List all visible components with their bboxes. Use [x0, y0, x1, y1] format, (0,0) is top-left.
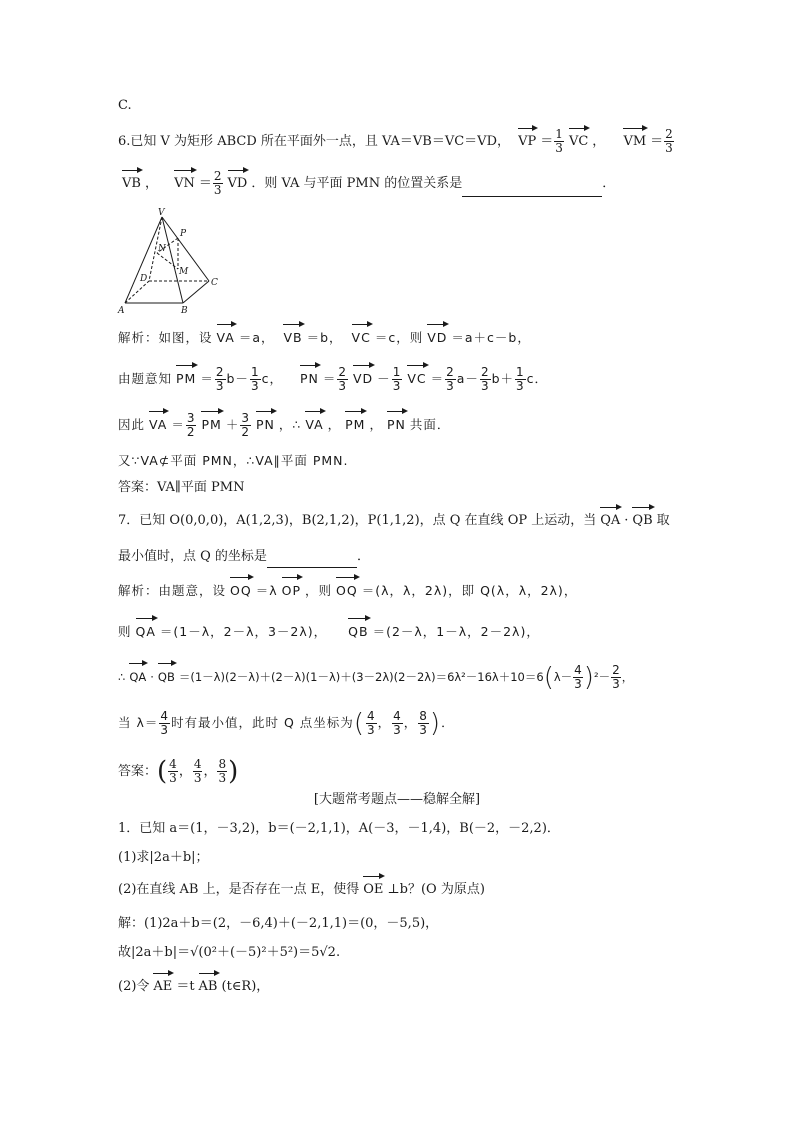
- p1-line-6: [118, 976, 269, 998]
- right-paren: ): [583, 662, 594, 693]
- q6-solution-line-3: [118, 412, 450, 439]
- vector-VD: VD: [425, 327, 449, 349]
- text: ＝: [200, 371, 214, 386]
- vector-QA: QA: [134, 621, 158, 643]
- text: ·: [150, 670, 154, 684]
- p1-line-4: 解：(1)2a＋b＝(2，－6,4)＋(－2,1,1)＝(0，－5,5)，: [118, 916, 439, 931]
- text: ＝(2－λ，1－λ，2－2λ)，: [372, 624, 540, 639]
- answer-blank: [462, 196, 602, 197]
- q7-solution-line-3: [118, 664, 633, 691]
- section-heading: [大题常考题点——稳解全解]: [313, 792, 481, 807]
- q7-solution-line-1: [118, 580, 577, 602]
- text: ，: [377, 715, 392, 730]
- q7-line-2: [118, 546, 370, 568]
- text: λ－: [553, 670, 573, 684]
- segment-NM: [157, 253, 178, 269]
- fraction: $\frac{1}{3}$: [392, 365, 402, 393]
- fraction: $\frac{1}{3}$: [555, 127, 563, 155]
- text: ＝b，: [306, 330, 343, 345]
- vector-QA: QA: [598, 510, 622, 532]
- edge-AD: [125, 281, 149, 303]
- vector-VA: VA: [215, 327, 237, 349]
- pyramid-figure: [115, 205, 225, 317]
- fraction: $\frac{4}{3}$: [193, 757, 202, 785]
- p1-line-2: (1)求|2a＋b|；: [118, 850, 209, 865]
- text: b－: [226, 371, 249, 386]
- vector-QB: QB: [630, 510, 654, 532]
- q6-solution-line-1: [118, 327, 531, 349]
- vector-VB: VB: [120, 173, 143, 195]
- vector-VA: VA: [147, 414, 169, 436]
- text: ·: [624, 513, 629, 528]
- text: ＝λ: [255, 583, 278, 598]
- q7-answer: [118, 758, 238, 785]
- vector-OP: OP: [280, 580, 303, 602]
- fraction: $\frac{2}{3}$: [215, 365, 225, 393]
- q7-solution-line-4: [118, 710, 455, 737]
- text: ⊥b？(O 为原点): [387, 882, 485, 897]
- text: ，则: [305, 583, 333, 598]
- text: 解析：如图，设: [118, 330, 213, 345]
- left-paren: (: [353, 708, 365, 739]
- vector-QA: QA: [127, 666, 148, 688]
- q7-solution-line-2: [118, 621, 540, 643]
- label-V: V: [158, 208, 165, 218]
- vector-OQ: OQ: [228, 580, 254, 602]
- fraction: $\frac{1}{3}$: [516, 365, 525, 393]
- text: (t∈R)，: [221, 979, 270, 994]
- fraction: $\frac{8}{3}$: [218, 757, 227, 785]
- text: ＝t: [176, 979, 195, 994]
- label-M: M: [179, 267, 189, 277]
- text: 7．已知 O(0,0,0)，A(1,2,3)，B(2,1,2)，P(1,1,2)，点 Q 在直线 OP 上运动，当: [118, 513, 597, 528]
- fraction: $\frac{4}{3}$: [366, 709, 376, 737]
- q6-lead-text: 6.已知 V 为矩形 ABCD 所在平面外一点，且 VA＝VB＝VC＝VD，: [118, 134, 510, 149]
- fraction: $\frac{3}{2}$: [241, 411, 250, 439]
- period: ．: [356, 549, 370, 564]
- text: 时有最小值，此时 Q 点坐标为: [171, 715, 354, 730]
- vector-PN: PN: [385, 414, 408, 436]
- fraction: $\frac{2}{3}$: [446, 365, 455, 393]
- fraction: $\frac{8}{3}$: [419, 709, 428, 737]
- option-c-label: C.: [118, 98, 132, 113]
- text: ，: [403, 715, 418, 730]
- vector-VN: VN: [172, 173, 197, 195]
- text: ＝: [430, 371, 445, 386]
- text: ＝(1－λ，2－λ，3－2λ)，: [159, 624, 328, 639]
- text: 答案：: [118, 764, 158, 779]
- text: ．: [441, 715, 455, 730]
- text: ＝c，则: [374, 330, 424, 345]
- vector-VD: VD: [351, 368, 375, 390]
- vector-QB: QB: [346, 621, 370, 643]
- label-D: D: [140, 274, 148, 284]
- text: 解析：由题意，设: [118, 583, 227, 598]
- vector-PM: PM: [343, 414, 367, 436]
- text: 由题意知: [118, 371, 173, 386]
- vector-PN: PN: [254, 414, 277, 436]
- fraction: $\frac{2}{3}$: [480, 365, 490, 393]
- text: 最小值时，点 Q 的坐标是: [118, 549, 267, 564]
- text: ＝: [322, 371, 337, 386]
- vector-VC: VC: [350, 327, 373, 349]
- vector-VP: VP: [516, 131, 538, 153]
- vector-QB: QB: [156, 666, 177, 688]
- text: ，: [327, 417, 342, 432]
- label-C: C: [211, 278, 218, 288]
- vector-VA: VA: [303, 414, 325, 436]
- vector-VB: VB: [281, 327, 304, 349]
- text: c，: [261, 371, 283, 386]
- left-paren: (: [543, 662, 554, 693]
- text: ²－: [593, 670, 611, 684]
- text: ，: [203, 764, 217, 779]
- text: ＋: [225, 417, 240, 432]
- left-paren: (: [157, 756, 168, 787]
- fraction: $\frac{4}{3}$: [393, 709, 402, 737]
- p1-line-1: 1．已知 a＝(1，－3,2)，b＝(－2,1,1)，A(－3，－1,4)，B(－2，－2,2)．: [118, 821, 560, 836]
- vector-VC: VC: [567, 131, 590, 153]
- vector-VM: VM: [621, 131, 648, 153]
- text: ，: [621, 670, 634, 684]
- text: 因此: [118, 417, 146, 432]
- fraction: $\frac{2}{3}$: [213, 169, 222, 197]
- vector-PN: PN: [298, 368, 321, 390]
- q6-line-1: 6.已知 V 为矩形 ABCD 所在平面外一点，且 VA＝VB＝VC＝VD， VP ＝ $\frac{1}{3}$ VC ， VM ＝ $\frac{2}{3}$: [118, 127, 673, 155]
- text: ＝a，: [238, 330, 275, 345]
- text: a－: [456, 371, 479, 386]
- separator: ，: [592, 134, 606, 149]
- vector-AE: AE: [151, 976, 174, 998]
- right-paren: ): [429, 708, 442, 739]
- text: ＝: [171, 417, 185, 432]
- text: ＝(λ，λ，2λ)，即 Q(λ，λ，2λ)，: [361, 583, 578, 598]
- label-A: A: [118, 306, 125, 316]
- text: ，: [369, 417, 383, 432]
- right-paren: ): [228, 756, 239, 787]
- p1-line-3: [118, 879, 485, 901]
- edge-VA: [125, 217, 162, 303]
- fraction: $\frac{2}{3}$: [338, 365, 347, 393]
- text: ∴: [118, 670, 126, 684]
- fraction: $\frac{4}{3}$: [160, 709, 170, 737]
- p1-line-5: 故|2a＋b|＝√(0²＋(－5)²＋5²)＝5√2.: [118, 945, 341, 960]
- vector-PM: PM: [199, 414, 223, 436]
- label-N: N: [158, 244, 166, 254]
- vector-PM: PM: [174, 368, 198, 390]
- vector-AB: AB: [197, 976, 220, 998]
- separator: ，: [144, 176, 158, 191]
- period: ．: [602, 176, 616, 191]
- q6-answer: 答案：VA∥平面 PMN: [118, 480, 245, 495]
- fraction: $\frac{3}{2}$: [186, 411, 196, 439]
- fraction: $\frac{2}{3}$: [612, 663, 620, 691]
- answer-blank: [267, 567, 357, 568]
- q6-solution-line-4: 又∵VA⊄平面 PMN，∴VA∥平面 PMN.: [118, 453, 349, 468]
- label-B: B: [181, 306, 188, 316]
- text: (2)令: [118, 979, 150, 994]
- q7-line-1: [118, 510, 670, 532]
- text: 当 λ＝: [118, 715, 159, 730]
- text: ＝(1－λ)(2－λ)＋(2－λ)(1－λ)＋(3－2λ)(2－2λ)＝6λ²－16λ＋10＝6: [178, 670, 544, 684]
- edge-BC: [183, 281, 209, 303]
- text: 取: [656, 513, 670, 528]
- text: 共面．: [409, 417, 451, 432]
- text: b＋: [491, 371, 515, 386]
- text: ，∴: [278, 417, 302, 432]
- label-P: P: [180, 229, 187, 239]
- q6-line-2: VB ， VN ＝ $\frac{2}{3}$ VD ．则 VA 与平面 PMN 的位置关系是 ．: [122, 169, 616, 197]
- text: ＝a＋c－b，: [451, 330, 531, 345]
- vector-OE: OE: [361, 879, 385, 901]
- fraction: $\frac{4}{3}$: [169, 757, 177, 785]
- text: －: [377, 371, 391, 386]
- text: ，: [178, 764, 192, 779]
- fraction: $\frac{1}{3}$: [250, 365, 260, 393]
- text: c．: [526, 371, 549, 386]
- q6-tail-text: ．则 VA 与平面 PMN 的位置关系是: [251, 176, 463, 191]
- vector-VC: VC: [405, 368, 428, 390]
- fraction: $\frac{2}{3}$: [665, 127, 673, 155]
- vector-OQ: OQ: [334, 580, 360, 602]
- text: 则: [118, 624, 132, 639]
- text: (2)在直线 AB 上，是否存在一点 E，使得: [118, 882, 360, 897]
- fraction: $\frac{4}{3}$: [574, 663, 582, 691]
- q6-solution-line-2: [118, 366, 548, 393]
- vector-VD: VD: [226, 173, 250, 195]
